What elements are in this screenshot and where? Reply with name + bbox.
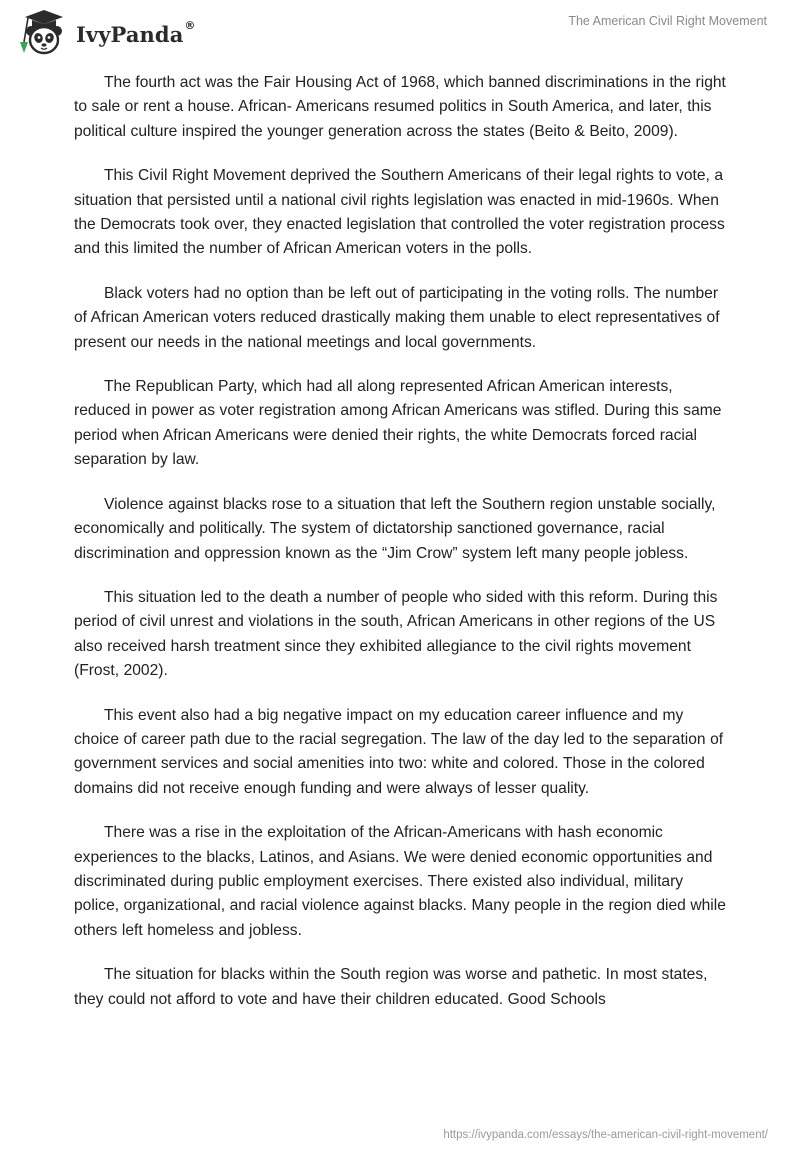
- page-header: [0, 0, 800, 66]
- essay-body: [74, 71, 730, 1032]
- logo-wordmark: [76, 18, 196, 47]
- paragraph: The Republican Party, which had all along represented African American interests, reduced in power as voter registration among African Americans was stifled. During this same period when African Americans were denied their rights, the white Democrats forced racial separation by law.: [74, 378, 722, 469]
- paragraph: This Civil Right Movement deprived the Southern Americans of their legal rights to vote, a situation that persisted until a national civil rights legislation was enacted in mid-1960s. When the Democrats took over, they enacted legislation that controlled the voter registration process and this limited the number of African American voters in the polls.: [74, 167, 725, 258]
- paragraph: There was a rise in the exploitation of the African-Americans with hash economic experiences to the blacks, Latinos, and Asians. We were denied economic opportunities and discriminated during public employment exercises. There existed also individual, military police, organizational, and racial violence against blacks. Many people in the region died while others left homeless and jobless.: [74, 824, 726, 939]
- paragraph: The situation for blacks within the South region was worse and pathetic. In most states, they could not afford to vote and have their children educated. Good Schools: [74, 966, 708, 1008]
- paragraph: The fourth act was the Fair Housing Act of 1968, which banned discriminations in the right to sale or rent a house. African- Americans resumed politics in South America, and later, this political culture inspired the younger generation across the states (Beito & Beito, 2009).: [74, 74, 726, 140]
- paragraph: This situation led to the death a number of people who sided with this reform. During this period of civil unrest and violations in the south, African Americans in other regions of the US also received harsh treatment since they exhibited allegiance to the civil rights movement (Frost, 2002).: [74, 588, 718, 680]
- ivypanda-logo[interactable]: [14, 8, 196, 58]
- paragraph: Violence against blacks rose to a situation that left the Southern region unstable socially, economically and politically. The system of dictatorship sanctioned governance, racial discrimination and oppression known as the “Jim Crow” system left many people jobless.: [74, 495, 716, 562]
- panda-graduate-icon: [14, 8, 72, 58]
- document-title: The American Civil Right Movement: [568, 14, 767, 28]
- source-url-link[interactable]: https://ivypanda.com/essays/the-american-civil-right-movement/: [443, 1129, 768, 1141]
- paragraph: This event also had a big negative impact on my education career influence and my choice of career path due to the racial segregation. The law of the day led to the separation of government services and social amenities into two: white and colored. Those in the colored domains did not receive enough funding and were always of lesser quality.: [74, 706, 724, 797]
- logo-name: IvyPanda: [76, 21, 184, 47]
- registered-mark: ®: [184, 18, 196, 32]
- paragraph: Black voters had no option than be left out of participating in the voting rolls. The number of African American voters reduced drastically making them unable to elect representatives of present our needs in the national meetings and local governments.: [74, 284, 720, 351]
